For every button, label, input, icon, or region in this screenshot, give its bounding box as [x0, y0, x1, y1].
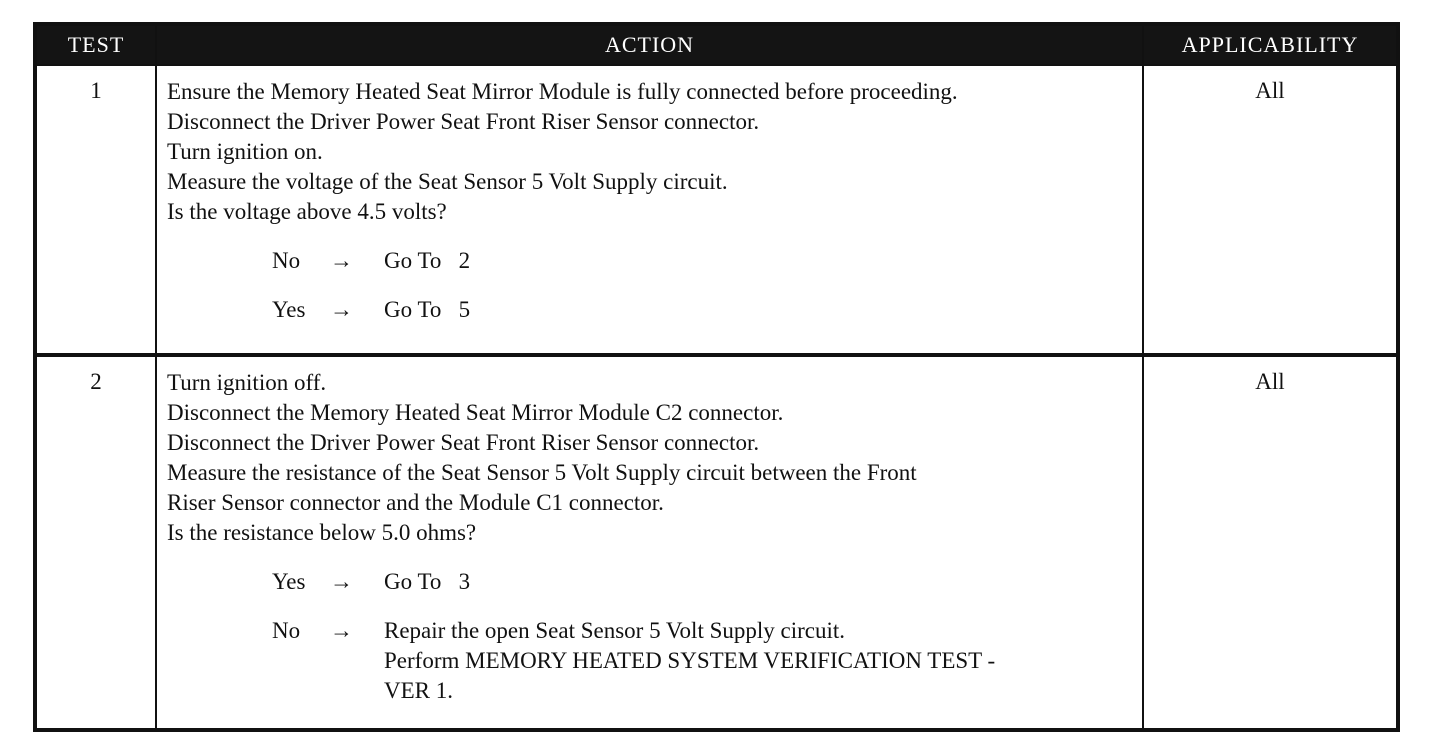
right-arrow-icon: → [330, 248, 353, 273]
action-step: Disconnect the Driver Power Seat Front Riser Sensor connector. [167, 430, 760, 455]
branch-result [384, 567, 1134, 597]
action-question: Is the resistance below 5.0 ohms? [167, 520, 477, 545]
action-step: Disconnect the Memory Heated Seat Mirror Module C2 connector. [167, 400, 784, 425]
branch-result [384, 616, 1134, 706]
branch-answer: No [272, 618, 301, 643]
action-step: Riser Sensor connector and the Module C1 connector. [167, 490, 664, 515]
branch-result-line: Go To 2 [384, 248, 471, 273]
header-test: TEST [35, 24, 156, 65]
diagnostic-test-table [33, 22, 1400, 732]
test-number: 1 [35, 65, 156, 355]
right-arrow-icon: → [330, 297, 353, 322]
action-cell [156, 65, 1143, 355]
branch-result [384, 246, 1134, 276]
branch-result-line: Repair the open Seat Sensor 5 Volt Supply circuit. [384, 618, 846, 643]
branch-yes [272, 567, 1134, 597]
table-row [35, 355, 1398, 730]
action-step: Measure the voltage of the Seat Sensor 5 Volt Supply circuit. [167, 169, 728, 194]
branch-result-line: VER 1. [384, 678, 453, 703]
action-step: Turn ignition on. [167, 139, 323, 164]
action-step: Disconnect the Driver Power Seat Front Riser Sensor connector. [167, 109, 760, 134]
branch-result-line: Perform MEMORY HEATED SYSTEM VERIFICATION TEST - [384, 648, 996, 673]
right-arrow-icon: → [330, 569, 353, 594]
action-step: Ensure the Memory Heated Seat Mirror Module is fully connected before proceeding. [167, 79, 958, 104]
table-row [35, 65, 1398, 355]
applicability-value: All [1143, 65, 1398, 355]
action-step: Measure the resistance of the Seat Sensor 5 Volt Supply circuit between the Front [167, 460, 917, 485]
branch-answer: Yes [272, 569, 306, 594]
header-action: ACTION [156, 24, 1143, 65]
right-arrow-icon: → [330, 618, 353, 643]
branch-result-line: Go To 5 [384, 297, 471, 322]
branch-answer: Yes [272, 297, 306, 322]
table-header-row [35, 24, 1398, 65]
branch-result-line: Go To 3 [384, 569, 471, 594]
branch-no [272, 616, 1134, 706]
branch-result [384, 295, 1134, 325]
action-question: Is the voltage above 4.5 volts? [167, 199, 447, 224]
test-number: 2 [35, 355, 156, 730]
header-applicability: APPLICABILITY [1143, 24, 1398, 65]
branch-no [272, 246, 1134, 276]
action-cell [156, 355, 1143, 730]
action-step: Turn ignition off. [167, 370, 327, 395]
applicability-value: All [1143, 355, 1398, 730]
branch-yes [272, 295, 1134, 325]
branch-answer: No [272, 248, 301, 273]
